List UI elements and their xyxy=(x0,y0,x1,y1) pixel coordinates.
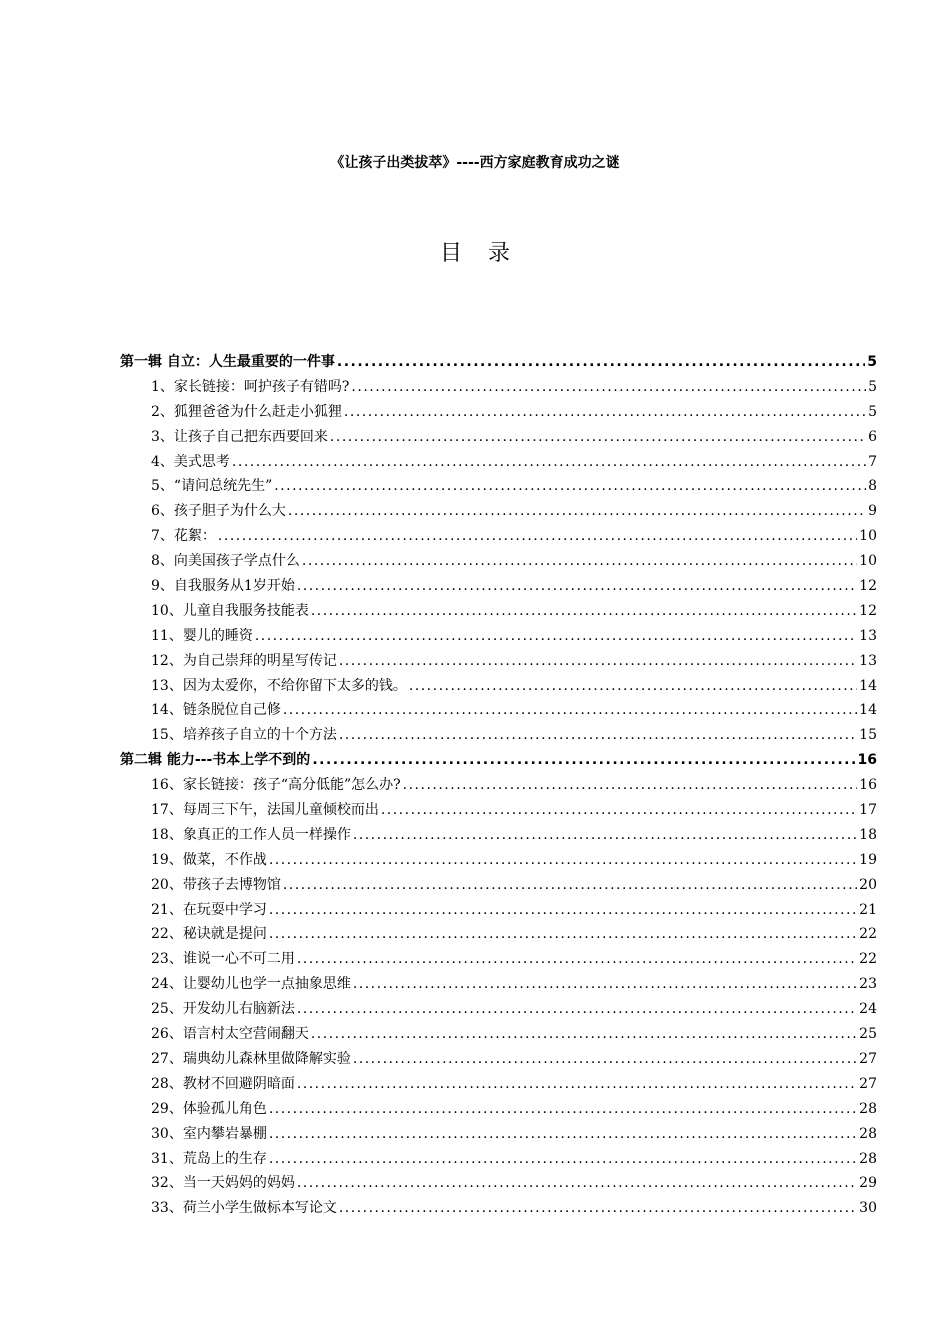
toc-entry-row[interactable] xyxy=(120,997,877,1022)
toc-entry-label: 26、语言村太空营闹翻天 xyxy=(151,1026,309,1043)
dot-leader xyxy=(409,674,857,699)
dot-leader xyxy=(269,1097,857,1122)
toc-entry-label: 第二辑 能力---书本上学不到的 xyxy=(120,752,311,769)
toc-page-number: 5 xyxy=(868,403,877,420)
toc-entry-label: 7、花絮： xyxy=(151,528,216,545)
toc-page-number: 6 xyxy=(868,428,877,445)
toc-entry-label: 第一辑 自立：人生最重要的一件事 xyxy=(120,354,335,370)
toc-entry-label: 5、“请问总统先生” xyxy=(151,478,273,495)
toc-entry-row[interactable] xyxy=(120,848,877,873)
toc-entry-label: 15、培养孩子自立的十个方法 xyxy=(151,727,337,744)
dot-leader xyxy=(302,549,857,574)
toc-entry-label: 12、为自己崇拜的明星写传记 xyxy=(151,652,337,669)
toc-entry-row[interactable] xyxy=(120,1196,877,1221)
toc-entry-row[interactable] xyxy=(120,823,877,848)
dot-leader xyxy=(297,997,857,1022)
toc-entry-row[interactable] xyxy=(120,898,877,923)
toc-page-number: 20 xyxy=(859,876,877,893)
toc-entry-label: 31、荒岛上的生存 xyxy=(151,1150,267,1167)
toc-entry-label: 11、婴儿的睡资 xyxy=(151,627,253,644)
dot-leader xyxy=(353,1047,857,1072)
toc-entry-label: 1、家长链接：呵护孩子有错吗? xyxy=(151,378,350,395)
dot-leader xyxy=(218,524,857,549)
toc-page-number: 18 xyxy=(859,826,877,843)
toc-entry-row[interactable] xyxy=(120,499,877,524)
toc-page-number: 7 xyxy=(868,453,877,470)
toc-page-number: 13 xyxy=(859,652,877,669)
toc-entry-label: 18、象真正的工作人员一样操作 xyxy=(151,826,351,843)
dot-leader xyxy=(312,748,855,773)
dot-leader xyxy=(381,798,857,823)
toc-entry-label: 21、在玩耍中学习 xyxy=(151,901,267,918)
dot-leader xyxy=(269,898,857,923)
toc-entry-row[interactable] xyxy=(120,773,877,798)
dot-leader xyxy=(274,474,866,499)
toc-entry-row[interactable] xyxy=(120,599,877,624)
toc-page-number: 28 xyxy=(859,1125,877,1142)
toc-page-number: 25 xyxy=(859,1026,877,1043)
toc-entry-row[interactable] xyxy=(120,972,877,997)
toc-entry-label: 3、让孩子自己把东西要回来 xyxy=(151,428,328,445)
toc-page-number: 14 xyxy=(859,702,877,719)
toc-page-number: 19 xyxy=(859,851,877,868)
toc-entry-row[interactable] xyxy=(120,1147,877,1172)
toc-entry-row[interactable] xyxy=(120,674,877,699)
dot-leader xyxy=(337,350,865,375)
dot-leader xyxy=(297,574,857,599)
toc-entry-row[interactable] xyxy=(120,624,877,649)
dot-leader xyxy=(283,873,857,898)
toc-entry-row[interactable] xyxy=(120,947,877,972)
dot-leader xyxy=(351,375,866,400)
toc-entry-row[interactable] xyxy=(120,698,877,723)
toc-entry-label: 22、秘诀就是提问 xyxy=(151,926,267,943)
dot-leader xyxy=(297,1072,857,1097)
toc-page-number: 23 xyxy=(859,976,877,993)
dot-leader xyxy=(288,499,866,524)
toc-entry-row[interactable] xyxy=(120,400,877,425)
toc-entry-label: 20、带孩子去博物馆 xyxy=(151,876,281,893)
table-of-contents xyxy=(120,350,877,1221)
toc-page-number: 9 xyxy=(868,503,877,520)
toc-page-number: 15 xyxy=(859,727,877,744)
toc-entry-label: 13、因为太爱你，不给你留下太多的钱。 xyxy=(151,677,407,694)
toc-page-number: 22 xyxy=(859,926,877,943)
toc-entry-label: 9、自我服务从1岁开始 xyxy=(151,578,295,595)
dot-leader xyxy=(255,624,857,649)
toc-entry-label: 4、美式思考 xyxy=(151,453,230,470)
toc-page-number: 28 xyxy=(859,1100,877,1117)
dot-leader xyxy=(297,1171,857,1196)
dot-leader xyxy=(297,947,857,972)
toc-entry-label: 14、链条脱位自己修 xyxy=(151,702,281,719)
dot-leader xyxy=(403,773,858,798)
dot-leader xyxy=(353,972,857,997)
toc-page-number: 8 xyxy=(868,478,877,495)
toc-entry-row[interactable] xyxy=(120,549,877,574)
toc-page-number: 28 xyxy=(859,1150,877,1167)
toc-page-number: 27 xyxy=(859,1050,877,1067)
toc-entry-row[interactable] xyxy=(120,1072,877,1097)
toc-entry-label: 17、每周三下午，法国儿童倾校而出 xyxy=(151,802,379,819)
toc-entry-label: 30、室内攀岩暴棚 xyxy=(151,1125,267,1142)
toc-page-number: 30 xyxy=(859,1200,877,1217)
toc-section-row[interactable] xyxy=(120,350,877,375)
toc-entry-row[interactable] xyxy=(120,574,877,599)
toc-entry-label: 24、让婴幼儿也学一点抽象思维 xyxy=(151,976,351,993)
dot-leader xyxy=(269,922,857,947)
dot-leader xyxy=(283,698,857,723)
toc-entry-row[interactable] xyxy=(120,922,877,947)
toc-entry-row[interactable] xyxy=(120,1047,877,1072)
toc-page-number: 27 xyxy=(859,1075,877,1092)
dot-leader xyxy=(344,400,866,425)
toc-entry-row[interactable] xyxy=(120,649,877,674)
toc-entry-label: 10、儿童自我服务技能表 xyxy=(151,602,309,619)
toc-entry-row[interactable] xyxy=(120,524,877,549)
toc-entry-row[interactable] xyxy=(120,1022,877,1047)
toc-entry-label: 25、开发幼儿右脑新法 xyxy=(151,1001,295,1018)
toc-page-number: 29 xyxy=(859,1175,877,1192)
dot-leader xyxy=(269,1147,857,1172)
toc-entry-label: 16、家长链接：孩子“高分低能”怎么办? xyxy=(151,777,401,794)
dot-leader xyxy=(311,1022,857,1047)
toc-page-number: 17 xyxy=(859,802,877,819)
toc-entry-row[interactable] xyxy=(120,723,877,748)
toc-page-number: 24 xyxy=(859,1001,877,1018)
toc-entry-label: 28、教材不回避阴暗面 xyxy=(151,1075,295,1092)
toc-entry-row[interactable] xyxy=(120,1122,877,1147)
dot-leader xyxy=(339,1196,857,1221)
dot-leader xyxy=(311,599,857,624)
dot-leader xyxy=(269,1122,857,1147)
toc-entry-row[interactable] xyxy=(120,873,877,898)
toc-entry-label: 27、瑞典幼儿森林里做降解实验 xyxy=(151,1050,351,1067)
toc-entry-label: 2、狐狸爸爸为什么赶走小狐狸 xyxy=(151,403,342,420)
toc-page-number: 10 xyxy=(859,528,877,545)
toc-entry-label: 32、当一天妈妈的妈妈 xyxy=(151,1175,295,1192)
toc-entry-row[interactable] xyxy=(120,1171,877,1196)
toc-page-number: 5 xyxy=(867,354,877,370)
toc-entry-label: 29、体验孤儿角色 xyxy=(151,1100,267,1117)
toc-entry-row[interactable] xyxy=(120,798,877,823)
toc-entry-label: 33、荷兰小学生做标本写论文 xyxy=(151,1200,337,1217)
toc-entry-label: 8、向美国孩子学点什么 xyxy=(151,553,300,570)
toc-heading: 目录 xyxy=(439,241,536,266)
toc-page-number: 22 xyxy=(859,951,877,968)
toc-page-number: 13 xyxy=(859,627,877,644)
toc-section-row[interactable] xyxy=(120,748,877,773)
toc-page-number: 16 xyxy=(859,777,877,794)
dot-leader xyxy=(232,450,866,475)
dot-leader xyxy=(269,848,857,873)
dot-leader xyxy=(339,723,857,748)
toc-page-number: 14 xyxy=(859,677,877,694)
toc-entry-row[interactable] xyxy=(120,1097,877,1122)
dot-leader xyxy=(339,649,857,674)
toc-entry-row[interactable] xyxy=(120,375,877,400)
toc-entry-row[interactable] xyxy=(120,450,877,475)
dot-leader xyxy=(330,425,866,450)
toc-entry-label: 19、做菜，不作战 xyxy=(151,851,267,868)
toc-entry-label: 6、孩子胆子为什么大 xyxy=(151,503,286,520)
toc-page-number: 12 xyxy=(859,602,877,619)
toc-page-number: 12 xyxy=(859,578,877,595)
toc-entry-label: 23、谁说一心不可二用 xyxy=(151,951,295,968)
toc-page-number: 10 xyxy=(859,553,877,570)
toc-entry-row[interactable] xyxy=(120,474,877,499)
book-title: 《让孩子出类拔萃》----西方家庭教育成功之谜 xyxy=(330,155,620,171)
toc-page-number: 16 xyxy=(857,752,877,769)
dot-leader xyxy=(353,823,857,848)
toc-entry-row[interactable] xyxy=(120,425,877,450)
toc-page-number: 5 xyxy=(868,378,877,395)
toc-page-number: 21 xyxy=(859,901,877,918)
